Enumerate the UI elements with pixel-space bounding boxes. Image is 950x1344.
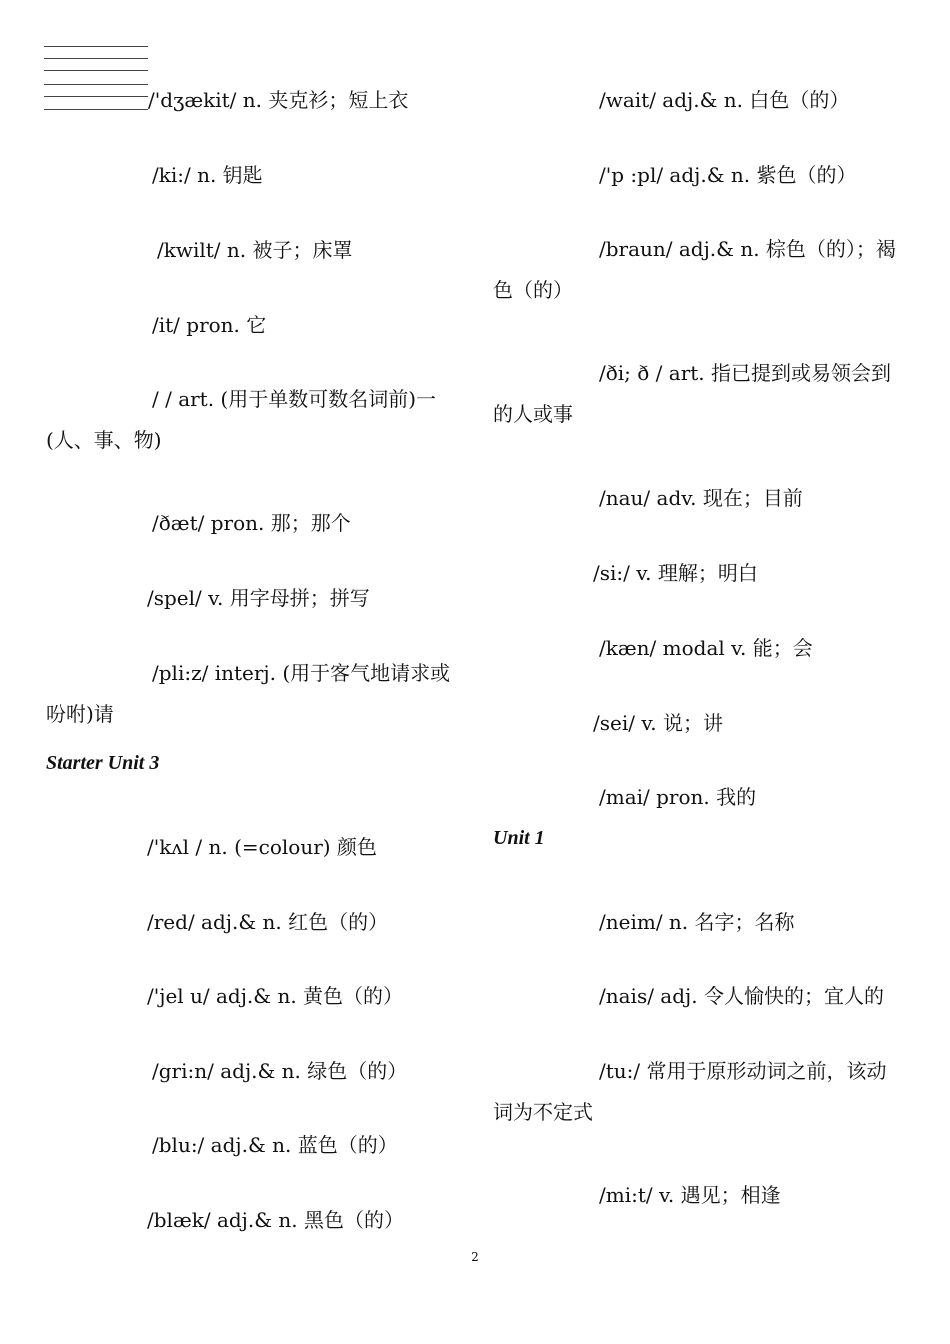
vocab-entry-a-line2: (人、事、物) (46, 428, 162, 452)
vocab-entry-a-line1: / / art. (用于单数可数名词前)一 (152, 387, 437, 411)
vocab-entry-white: /wait/ adj.& n. 白色（的） (599, 88, 850, 112)
vocab-entry-key: /ki:/ n. 钥匙 (152, 163, 263, 187)
vocab-entry-it: /it/ pron. 它 (152, 313, 267, 337)
vocab-entry-the-line1: /ði; ð / art. 指已提到或易领会到 (599, 361, 892, 385)
vocab-entry-nice: /nais/ adj. 令人愉快的；宜人的 (599, 984, 884, 1008)
vocab-entry-now: /nau/ adv. 现在；目前 (599, 486, 803, 510)
vocab-entry-to-line1: /tu:/ 常用于原形动词之前，该动 (599, 1059, 887, 1083)
section-heading-starter-unit-3: Starter Unit 3 (46, 752, 160, 774)
ruled-lines-graphic (44, 46, 148, 110)
vocab-entry-purple: /'p :pl/ adj.& n. 紫色（的） (599, 163, 857, 187)
vocab-entry-jacket: /'dʒækit/ n. 夹克衫；短上衣 (148, 88, 409, 112)
vocab-entry-the-line2: 的人或事 (493, 402, 573, 426)
vocab-entry-red: /red/ adj.& n. 红色（的） (147, 910, 389, 934)
vocab-entry-color: /'kʌl / n. (=colour) 颜色 (147, 835, 377, 859)
vocab-entry-green: /gri:n/ adj.& n. 绿色（的） (152, 1059, 408, 1083)
vocab-entry-see: /si:/ v. 理解；明白 (593, 561, 758, 585)
vocab-entry-to-line2: 词为不定式 (493, 1100, 593, 1124)
vocab-entry-that: /ðæt/ pron. 那；那个 (152, 511, 351, 535)
vocab-entry-yellow: /'jel u/ adj.& n. 黄色（的） (147, 984, 404, 1008)
vocab-entry-black: /blæk/ adj.& n. 黑色（的） (147, 1208, 404, 1232)
section-heading-unit-1: Unit 1 (493, 827, 545, 849)
vocab-entry-my: /mai/ pron. 我的 (599, 785, 757, 809)
vocab-entry-quilt: /kwilt/ n. 被子；床罩 (157, 238, 353, 262)
vocab-entry-blue: /blu:/ adj.& n. 蓝色（的） (152, 1133, 398, 1157)
page-number: 2 (471, 1250, 479, 1264)
vocab-entry-say: /sei/ v. 说；讲 (593, 711, 723, 735)
vocab-entry-please-line2: 吩咐)请 (46, 702, 114, 726)
vocab-entry-name: /neim/ n. 名字；名称 (599, 910, 795, 934)
vocab-entry-can: /kæn/ modal v. 能；会 (599, 636, 813, 660)
vocab-entry-spell: /spel/ v. 用字母拼；拼写 (147, 586, 370, 610)
vocab-entry-please-line1: /pli:z/ interj. (用于客气地请求或 (152, 661, 451, 685)
vocab-entry-brown-line2: 色（的） (493, 278, 573, 302)
vocab-entry-meet: /mi:t/ v. 遇见；相逢 (599, 1183, 781, 1207)
vocab-entry-brown-line1: /braun/ adj.& n. 棕色（的）；褐 (599, 237, 896, 261)
